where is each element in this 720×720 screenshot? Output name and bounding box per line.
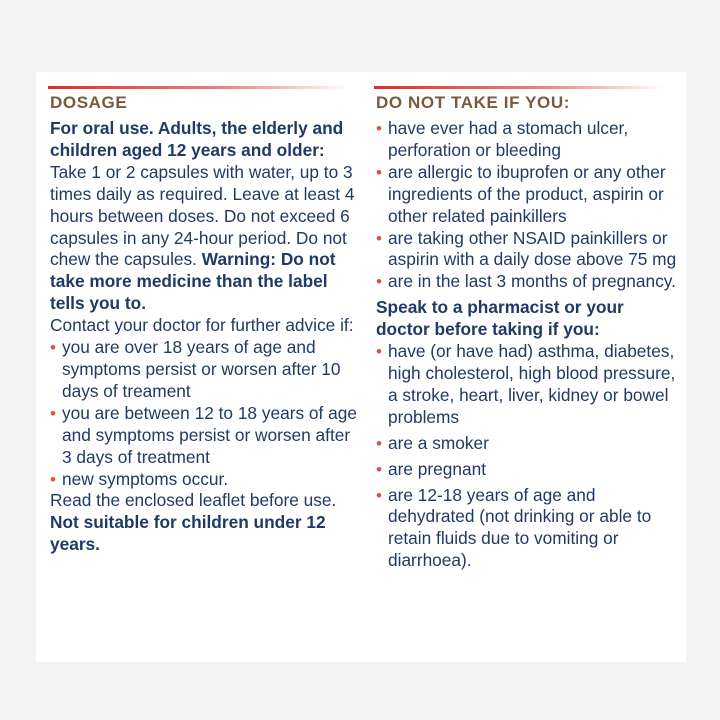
dosage-contact: Contact your doctor for further advice if:	[50, 315, 354, 336]
dosage-footer	[50, 490, 358, 556]
dosage-body	[50, 162, 358, 315]
dosage-bullet: • you are between 12 to 18 years of age and symptoms persist or worsen after 3 days of treatment	[50, 403, 358, 469]
pharmacist-bullet: • have (or have had) asthma, diabetes, high cholesterol, high blood pressure, a stroke, heart, liver, kidney or bowel problems	[376, 341, 679, 429]
dosage-instructions: Take 1 or 2 capsules with water, up to 3 times daily as required. Leave at least 4 hours between doses. Do not exceed 6 capsules in any 24-hour period. Do not chew the capsules.	[50, 161, 355, 270]
do-not-take-content	[376, 118, 679, 572]
dosage-divider	[48, 86, 348, 89]
dosage-not-suitable: Not suitable for children under 12 years.	[50, 512, 326, 555]
dosage-intro: For oral use. Adults, the elderly and children aged 12 years and older:	[50, 118, 344, 160]
pharmacist-heading: Speak to a pharmacist or your doctor before taking if you:	[376, 297, 624, 340]
dosage-bullet: • new symptoms occur.	[50, 469, 358, 491]
pharmacist-bullet-list	[376, 341, 679, 572]
do-not-take-bullet: • have ever had a stomach ulcer, perforation or bleeding	[376, 118, 679, 162]
pharmacist-bullet: • are a smoker	[376, 433, 679, 455]
pharmacist-bullet: • are pregnant	[376, 459, 679, 481]
do-not-take-bullet: • are allergic to ibuprofen or any other ingredients of the product, aspirin or other related painkillers	[376, 162, 679, 228]
do-not-take-bullet: • are in the last 3 months of pregnancy.	[376, 271, 679, 293]
dosage-heading: DOSAGE	[50, 93, 128, 112]
dosage-warning: Warning: Do not take more medicine than the label tells you to.	[50, 249, 336, 314]
pharmacist-bullet: • are 12-18 years of age and dehydrated (not drinking or able to retain fluids due to vomiting or diarrhoea).	[376, 485, 679, 573]
do-not-take-bullet-list	[376, 118, 679, 293]
do-not-take-divider	[374, 86, 664, 89]
do-not-take-heading: DO NOT TAKE IF YOU:	[376, 93, 570, 112]
leaflet-panel	[36, 72, 686, 662]
dosage-leaflet: Read the enclosed leaflet before use.	[50, 490, 337, 511]
do-not-take-bullet: • are taking other NSAID painkillers or aspirin with a daily dose above 75 mg	[376, 228, 679, 272]
dosage-content	[50, 118, 358, 556]
dosage-bullet-list	[50, 337, 358, 490]
dosage-bullet: • you are over 18 years of age and symptoms persist or worsen after 10 days of treament	[50, 337, 358, 403]
